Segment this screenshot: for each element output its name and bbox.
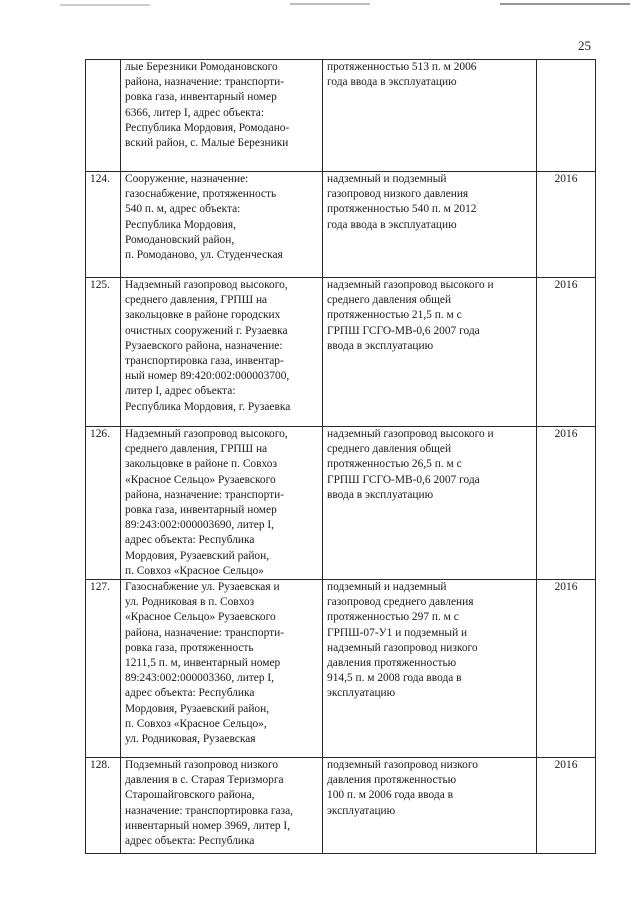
row-number: 124.: [86, 172, 121, 278]
table-row: [86, 60, 596, 172]
year-cell: 2016: [537, 758, 596, 854]
row-number: 127.: [86, 580, 121, 758]
description-cell: надземный газопровод высокого и среднего давления общей протяженностью 21,5 п. м с ГРПШ ГСГО-МВ-0,6 2007 года ввода в эксплуатацию: [323, 278, 537, 427]
table-row: [86, 427, 596, 580]
year-cell: 2016: [537, 427, 596, 580]
table-row: [86, 172, 596, 278]
object-cell: Подземный газопровод низкого давления в с. Старая Теризморга Старошайговского района, назначение: транспортировка газа, инвентарный номер 3969, литер I, адрес объекта: Республика: [121, 758, 323, 854]
year-cell: 2016: [537, 278, 596, 427]
row-number: 125.: [86, 278, 121, 427]
description-cell: надземный газопровод высокого и среднего давления общей протяженностью 26,5 п. м с ГРПШ ГСГО-МВ-0,6 2007 года ввода в эксплуатацию: [323, 427, 537, 580]
object-cell: Сооружение, назначение: газоснабжение, протяженность 540 п. м, адрес объекта: Республика Мордовия, Ромодановский район, п. Ромоданово, ул. Студенческая: [121, 172, 323, 278]
object-cell: лые Березники Ромодановского района, назначение: транспорти- ровка газа, инвентарный номер 6366, литер I, адрес объекта: Республика Мордовия, Ромодано- вский район, с. Малые Березники: [121, 60, 323, 172]
scan-artifacts: [0, 0, 640, 14]
object-cell: Надземный газопровод высокого, среднего давления, ГРПШ на закольцовке в районе п. Совхоз «Красное Сельцо» Рузаевского района, назначение: транспорти- ровка газа, инвентарный номер 89:243:002:000003690, литер I, адрес объекта: Республика Мордовия, Рузаевский район, п. Совхоз «Красное Сельцо»: [121, 427, 323, 580]
property-table: [85, 59, 596, 854]
description-cell: подземный газопровод низкого давления протяженностью 100 п. м 2006 года ввода в эксплуатацию: [323, 758, 537, 854]
row-number: 128.: [86, 758, 121, 854]
year-cell: 2016: [537, 172, 596, 278]
object-cell: Надземный газопровод высокого, среднего давления, ГРПШ на закольцовке в районе городских очистных сооружений г. Рузаевка Рузаевского района, назначение: транспортировка газа, инвентар- ный номер 89:420:002:000003700, литер I, адрес объекта: Республика Мордовия, г. Рузаевка: [121, 278, 323, 427]
description-cell: надземный и подземный газопровод низкого давления протяженностью 540 п. м 2012 года ввода в эксплуатацию: [323, 172, 537, 278]
table-row: [86, 580, 596, 758]
row-number: [86, 60, 121, 172]
table-row: [86, 278, 596, 427]
object-cell: Газоснабжение ул. Рузаевская и ул. Родниковая в п. Совхоз «Красное Сельцо» Рузаевского района, назначение: транспорти- ровка газа, протяженность 1211,5 п. м, инвентарный номер 89:243:002:000003360, литер I, адрес объекта: Республика Мордовия, Рузаевский район, п. Совхоз «Красное Сельцо», ул. Родниковая, Рузаевская: [121, 580, 323, 758]
year-cell: 2016: [537, 580, 596, 758]
description-cell: подземный и надземный газопровод среднего давления протяженностью 297 п. м с ГРПШ-07-У1 и подземный и надземный газопровод низкого давления протяженностью 914,5 п. м 2008 года ввода в эксплуатацию: [323, 580, 537, 758]
description-cell: протяженностью 513 п. м 2006 года ввода в эксплуатацию: [323, 60, 537, 172]
page-number: 25: [578, 38, 591, 53]
table-row: [86, 758, 596, 854]
row-number: 126.: [86, 427, 121, 580]
year-cell: [537, 60, 596, 172]
